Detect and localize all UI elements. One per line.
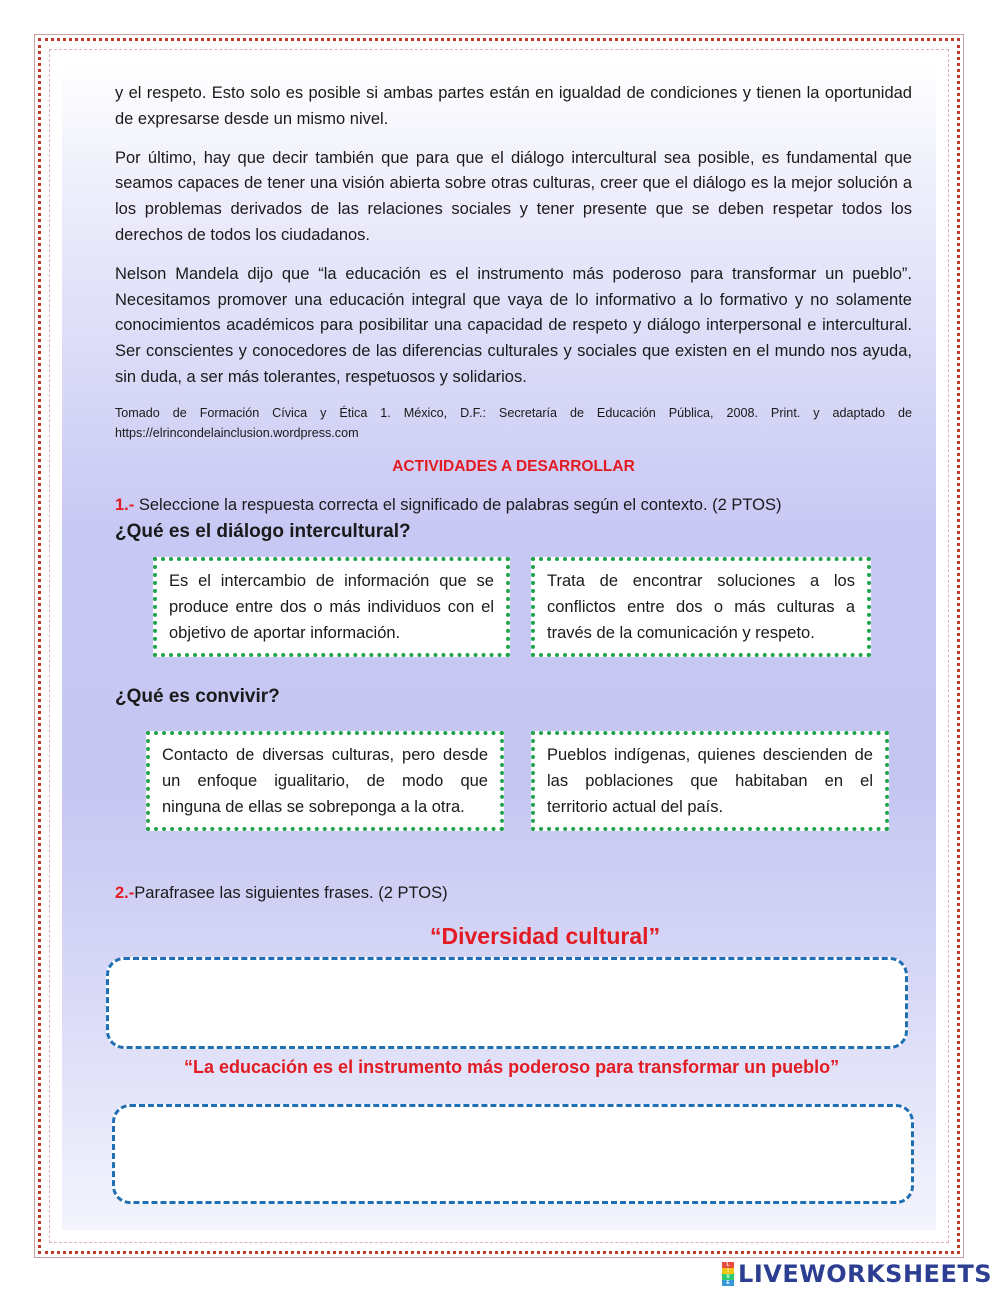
reading-paragraph-2: Por último, hay que decir también que para que el diálogo intercultural sea posible, es fundamental que seamos capaces de tener una visión abierta sobre otras culturas, creer que el diálogo es la mejor solución a los problemas derivados de las relaciones sociales y tener presente que se deben respetar todos los derechos de todos los ciudadanos. bbox=[115, 148, 912, 244]
question-dialogo-title: ¿Qué es el diálogo intercultural? bbox=[115, 521, 411, 542]
reading-paragraph-3: Nelson Mandela dijo que “la educación es el instrumento más poderoso para transformar un pueblo”. Necesitamos promover una educación integral que vaya de lo informativo a lo formativo y no solamente conocimientos académicos para posibilitar una capacidad de respeto y diálogo interpersonal e intercultural. Ser conscientes y conocedores de las diferencias culturales y sociales que existen en el mundo nos ayuda, sin duda, a ser más tolerantes, respetuosos y solidarios. bbox=[115, 264, 912, 386]
option-dialogo-b[interactable]: Trata de encontrar soluciones a los conflictos entre dos o más culturas a través de la comunicación y respeto. bbox=[531, 557, 871, 657]
liveworksheets-logo bbox=[722, 1261, 992, 1287]
question-2-number: 2.- bbox=[115, 884, 135, 902]
question-1-instruction bbox=[115, 496, 782, 515]
phrase-diversidad-cultural: “Diversidad cultural” bbox=[430, 923, 661, 949]
option-convivir-b[interactable]: Pueblos indígenas, quienes descienden de las poblaciones que habitaban en el territorio actual del país. bbox=[531, 731, 889, 831]
reading-text bbox=[115, 81, 912, 443]
answer-box-educacion[interactable] bbox=[112, 1104, 914, 1204]
option-dialogo-a[interactable]: Es el intercambio de información que se produce entre dos o más individuos con el objetivo de aportar información. bbox=[153, 557, 510, 657]
question-1-text: Seleccione la respuesta correcta el significado de palabras según el contexto. (2 PTOS) bbox=[134, 496, 782, 514]
option-convivir-a[interactable]: Contacto de diversas culturas, pero desde un enfoque igualitario, de modo que ninguna de ellas se sobreponga a la otra. bbox=[146, 731, 504, 831]
answer-box-diversidad[interactable] bbox=[106, 957, 908, 1049]
phrase-educacion: “La educación es el instrumento más poderoso para transformar un pueblo” bbox=[184, 1057, 840, 1077]
liveworksheets-logo-icon: L I V E bbox=[722, 1262, 734, 1286]
source-citation: Tomado de Formación Cívica y Ética 1. México, D.F.: Secretaría de Educación Pública, 2008. Print. y adaptado de https://elrincondelainclusion.wordpress.com bbox=[115, 405, 912, 440]
liveworksheets-name: LIVEWORKSHEETS bbox=[738, 1260, 992, 1288]
reading-paragraph-1: y el respeto. Esto solo es posible si ambas partes están en igualdad de condiciones y tienen la oportunidad de expresarse desde un mismo nivel. bbox=[115, 84, 912, 128]
question-2-text: Parafrasee las siguientes frases. (2 PTOS) bbox=[134, 884, 448, 902]
question-1-number: 1.- bbox=[115, 496, 135, 514]
question-convivir-title: ¿Qué es convivir? bbox=[115, 686, 280, 707]
question-2-instruction bbox=[115, 884, 448, 903]
activities-heading: ACTIVIDADES A DESARROLLAR bbox=[392, 458, 635, 475]
